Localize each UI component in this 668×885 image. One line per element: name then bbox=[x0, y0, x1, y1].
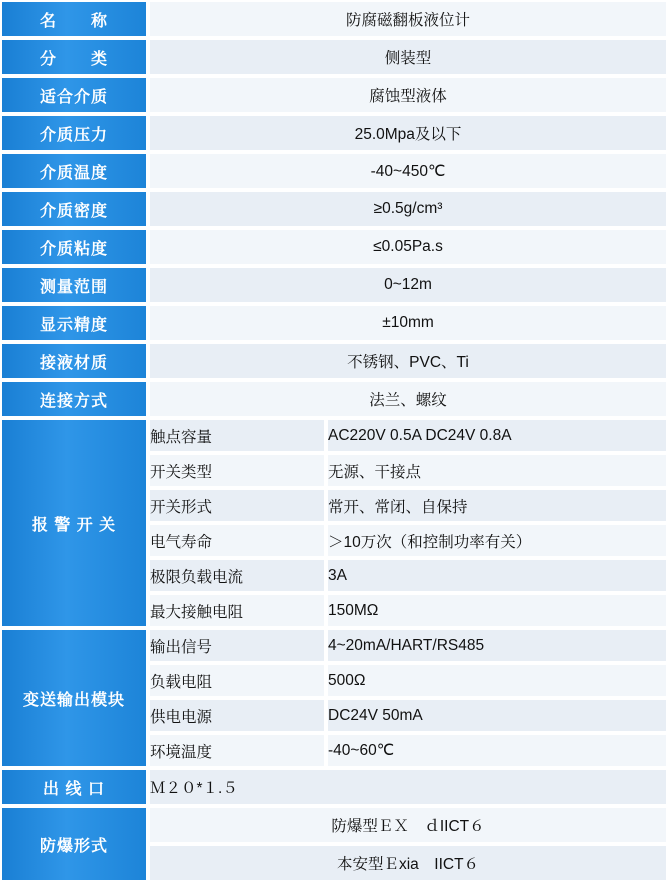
sub-row-value: DC24V 50mA bbox=[326, 698, 668, 733]
table-row bbox=[0, 768, 668, 806]
row-value: ±10mm bbox=[148, 304, 668, 342]
row-value: ≥0.5g/cm³ bbox=[148, 190, 668, 228]
table-row bbox=[0, 418, 668, 453]
row-value: -40~450℃ bbox=[148, 152, 668, 190]
sub-row-value: ＞10万次（和控制功率有关） bbox=[326, 523, 668, 558]
row-value: 侧装型 bbox=[148, 38, 668, 76]
table-row bbox=[0, 190, 668, 228]
row-label: 接液材质 bbox=[0, 342, 148, 380]
row-label: 连接方式 bbox=[0, 380, 148, 418]
row-value: 腐蚀型液体 bbox=[148, 76, 668, 114]
sub-row-label: 极限负载电流 bbox=[148, 558, 326, 593]
row-value: 防腐磁翻板液位计 bbox=[148, 0, 668, 38]
sub-row-label: 最大接触电阻 bbox=[148, 593, 326, 628]
table-row bbox=[0, 228, 668, 266]
row-label: 显示精度 bbox=[0, 304, 148, 342]
table-row bbox=[0, 380, 668, 418]
row-value-outlet: Ｍ２０*１.５ bbox=[148, 768, 668, 806]
table-row bbox=[0, 0, 668, 38]
row-label: 适合介质 bbox=[0, 76, 148, 114]
row-label: 测量范围 bbox=[0, 266, 148, 304]
table-row bbox=[0, 628, 668, 663]
sub-row-value: 无源、干接点 bbox=[326, 453, 668, 488]
sub-row-label: 电气寿命 bbox=[148, 523, 326, 558]
sub-row-value: 500Ω bbox=[326, 663, 668, 698]
sub-row-label: 触点容量 bbox=[148, 418, 326, 453]
row-label: 名 称 bbox=[0, 0, 148, 38]
row-value: 不锈钢、PVC、Ti bbox=[148, 342, 668, 380]
row-label: 介质温度 bbox=[0, 152, 148, 190]
sub-row-label: 输出信号 bbox=[148, 628, 326, 663]
sub-row-label: 开关类型 bbox=[148, 453, 326, 488]
row-value: 防爆型ＥＸ ｄIICT６ bbox=[148, 806, 668, 844]
table-row bbox=[0, 806, 668, 844]
row-label: 分 类 bbox=[0, 38, 148, 76]
sub-row-value: -40~60℃ bbox=[326, 733, 668, 768]
sub-row-value: 3A bbox=[326, 558, 668, 593]
group-label-explosion-proof: 防爆形式 bbox=[0, 806, 148, 882]
sub-row-value: 4~20mA/HART/RS485 bbox=[326, 628, 668, 663]
group-label-transmitter-module: 变送输出模块 bbox=[0, 628, 148, 768]
table-row bbox=[0, 266, 668, 304]
table-row bbox=[0, 152, 668, 190]
table-row bbox=[0, 342, 668, 380]
sub-row-value: 150MΩ bbox=[326, 593, 668, 628]
row-label: 介质粘度 bbox=[0, 228, 148, 266]
row-value: 0~12m bbox=[148, 266, 668, 304]
table-row bbox=[0, 38, 668, 76]
table-row bbox=[0, 304, 668, 342]
row-value: ≤0.05Pa.s bbox=[148, 228, 668, 266]
sub-row-label: 环境温度 bbox=[148, 733, 326, 768]
row-value: 25.0Mpa及以下 bbox=[148, 114, 668, 152]
row-label: 介质密度 bbox=[0, 190, 148, 228]
sub-row-value: 常开、常闭、自保持 bbox=[326, 488, 668, 523]
row-value: 本安型Ｅxia IICT６ bbox=[148, 844, 668, 882]
sub-row-value: AC220V 0.5A DC24V 0.8A bbox=[326, 418, 668, 453]
table-row bbox=[0, 76, 668, 114]
sub-row-label: 负载电阻 bbox=[148, 663, 326, 698]
row-label-outlet: 出 线 口 bbox=[0, 768, 148, 806]
table-row bbox=[0, 114, 668, 152]
group-label-alarm-switch: 报 警 开 关 bbox=[0, 418, 148, 628]
row-label: 介质压力 bbox=[0, 114, 148, 152]
sub-row-label: 供电电源 bbox=[148, 698, 326, 733]
row-value: 法兰、螺纹 bbox=[148, 380, 668, 418]
sub-row-label: 开关形式 bbox=[148, 488, 326, 523]
